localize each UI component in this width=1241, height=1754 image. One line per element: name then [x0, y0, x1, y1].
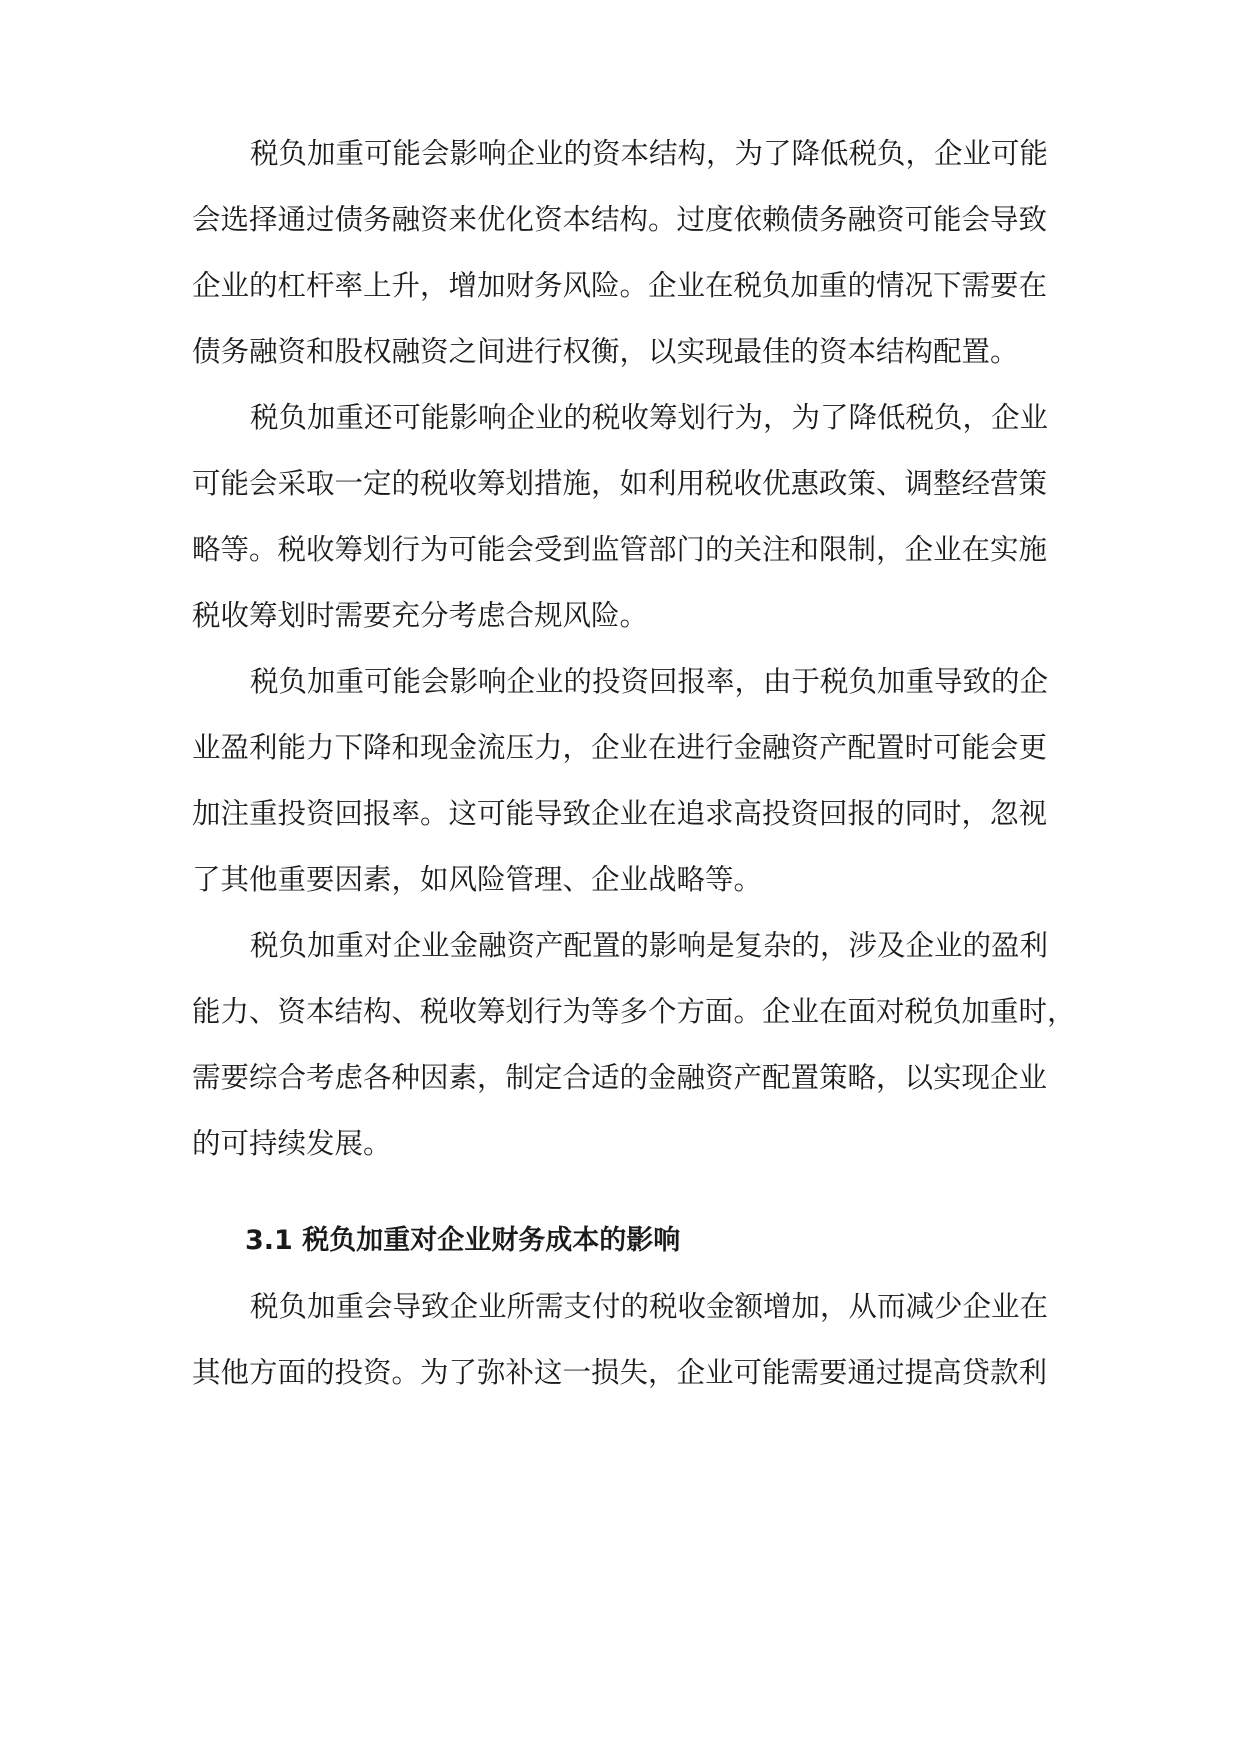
paragraph-line: 税负加重还可能影响企业的税收筹划行为，为了降低税负，企业	[250, 401, 1049, 434]
paragraph-line: 的可持续发展。	[192, 1127, 392, 1160]
paragraph-line: 会选择通过债务融资来优化资本结构。过度依赖债务融资可能会导致	[192, 203, 1048, 236]
paragraph-line: 债务融资和股权融资之间进行权衡，以实现最佳的资本结构配置。	[192, 335, 1019, 368]
paragraph-line: 企业的杠杆率上升，增加财务风险。企业在税负加重的情况下需要在	[192, 269, 1048, 302]
paragraph-line: 业盈利能力下降和现金流压力，企业在进行金融资产配置时可能会更	[192, 731, 1048, 764]
paragraph-line: 税负加重可能会影响企业的资本结构，为了降低税负，企业可能	[250, 137, 1049, 170]
paragraph-line: 加注重投资回报率。这可能导致企业在追求高投资回报的同时，忽视	[192, 797, 1048, 830]
paragraph-line: 需要综合考虑各种因素，制定合适的金融资产配置策略，以实现企业	[192, 1061, 1048, 1094]
paragraph-line: 能力、资本结构、税收筹划行为等多个方面。企业在面对税负加重时，	[192, 995, 1076, 1028]
paragraph-line: 其他方面的投资。为了弥补这一损失，企业可能需要通过提高贷款利	[192, 1356, 1048, 1389]
section-heading: 3.1 税负加重对企业财务成本的影响	[245, 1225, 681, 1256]
paragraph-line: 税负加重对企业金融资产配置的影响是复杂的，涉及企业的盈利	[250, 929, 1049, 962]
paragraph-line: 略等。税收筹划行为可能会受到监管部门的关注和限制，企业在实施	[192, 533, 1048, 566]
paragraph-line: 税收筹划时需要充分考虑合规风险。	[192, 599, 649, 632]
paragraph-line: 了其他重要因素，如风险管理、企业战略等。	[192, 863, 763, 896]
paragraph-line: 可能会采取一定的税收筹划措施，如利用税收优惠政策、调整经营策	[192, 467, 1048, 500]
paragraph-line: 税负加重可能会影响企业的投资回报率，由于税负加重导致的企	[250, 665, 1049, 698]
paragraph-line: 税负加重会导致企业所需支付的税收金额增加，从而减少企业在	[250, 1290, 1049, 1323]
